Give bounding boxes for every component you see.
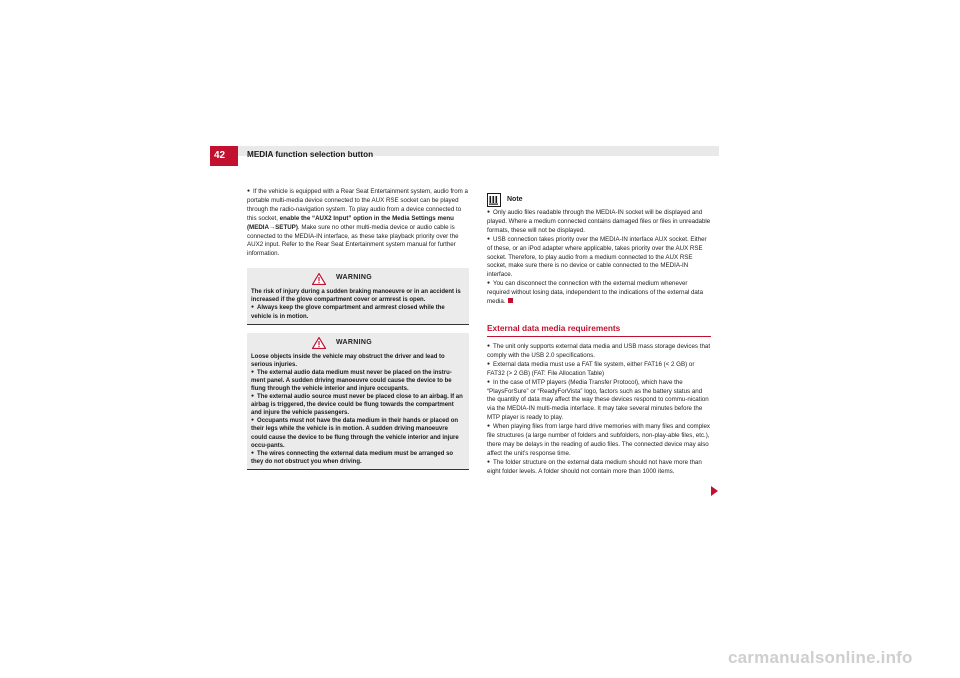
note-title: Note xyxy=(507,195,523,203)
warning-bullet: ● Occupants must not have the data medium in their hands or placed on their legs while the vehicle is in motion. A sudden driving manoeuvre could cause the device to be flung through the vehicle interior and injure occu-pants. xyxy=(251,417,465,449)
intro-paragraph xyxy=(247,188,469,259)
page-number: 42 xyxy=(210,146,238,166)
right-column xyxy=(487,192,711,477)
intro-text-1: If the vehicle is equipped with a Rear Seat Entertainment system, audio from a portable multi-media device connected to the AUX RSE socket can be played through the radio-navigation system. To play audio from a device connected to this socket, xyxy=(247,188,468,222)
requirements-item: ● In the case of MTP players (Media Transfer Protocol), which have the “PlaysForSure” or “ReadyForVista” logo, factors such as the battery status and the quantity of data may affect the way these devices respond to commu-nication via the MEDIA-IN multi-media interface. It may take several minutes before the MTP player is ready to play. xyxy=(487,379,711,424)
requirements-item: ● The folder structure on the external data medium should not have more than eight folder levels. A folder should not contain more than 1000 items. xyxy=(487,459,711,477)
note-item: ● USB connection takes priority over the MEDIA-IN interface AUX socket. Either of these, or an iPod adapter where applicable, takes priority over the AUX RSE socket. Therefore, to play audio from a medium connected to the AUX RSE socket, make sure there is no device or cable connected to the MEDIA-IN interface. xyxy=(487,236,711,281)
warning-bullet: ● The external audio data medium must never be placed on the instru-ment panel. A sudden driving manoeuvre could cause the device to be flung through the vehicle interior and injure occupants. xyxy=(251,369,465,393)
requirements-item: ● The unit only supports external data media and USB mass storage devices that comply with the USB 2.0 specifications. xyxy=(487,343,711,361)
requirements-item: ● External data media must use a FAT file system, either FAT16 (< 2 GB) or FAT32 (> 2 GB) (FAT: File Allocation Table) xyxy=(487,361,711,379)
section-end-icon xyxy=(508,298,513,303)
warning-triangle-icon xyxy=(312,273,326,285)
intro-emphasis: enable the “AUX2 Input” option in the Media Settings menu (MEDIA→SETUP) xyxy=(247,214,454,231)
continue-arrow-icon xyxy=(711,486,718,496)
left-column xyxy=(247,188,469,470)
note-header xyxy=(487,192,711,208)
note-item-text: ● You can disconnect the connection with the external medium whenever required without losing data, independent to the indications of the external data media. xyxy=(487,280,703,305)
warning-text: Loose objects inside the vehicle may obstruct the driver and lead to serious injuries. xyxy=(251,353,445,368)
warning-title: WARNING xyxy=(336,274,372,282)
warning-bullet: ● Always keep the glove compartment and armrest closed while the vehicle is in motion. xyxy=(251,304,465,320)
warning-box-loose-objects xyxy=(247,333,469,470)
warning-box-glove-compartment xyxy=(247,268,469,324)
intro-text-2: . Make sure no other multi-media device or audio cable is connected to the MEDIA-IN interface, as these take playback priority over the AUX2 input. Refer to the Rear Seat Entertainment system manual for further information. xyxy=(247,223,459,258)
watermark: carmanualsonline.info xyxy=(728,648,913,667)
warning-bullet: ● The wires connecting the external data medium must be arranged so they do not obstruct you when driving. xyxy=(251,450,465,466)
warning-triangle-icon xyxy=(312,337,326,349)
warning-text: The risk of injury during a sudden braking manoeuvre or in an accident is increased if the glove compartment cover or armrest is open. xyxy=(251,289,461,304)
note-item: ● Only audio files readable through the MEDIA-IN socket will be displayed and played. Where a medium connected contains damaged files or files in unreadable formats, these will not be displayed. xyxy=(487,209,711,236)
warning-bullet: ● The external audio source must never be placed close to an airbag. If an airbag is triggered, the device could be flung towards the compartment and injure the vehicle passengers. xyxy=(251,393,465,417)
page-title: MEDIA function selection button xyxy=(247,150,374,159)
note-item-last xyxy=(487,280,711,307)
requirements-heading: External data media requirements xyxy=(487,323,711,337)
requirements-item: ● When playing files from large hard drive memories with many files and complex file structures (a large number of folders and subfolders, non-play-able files, etc.), there may be delays in the reading of audio files. The connected device may also affect the unit’s response time. xyxy=(487,423,711,459)
warning-title: WARNING xyxy=(336,338,372,346)
note-icon xyxy=(487,193,501,207)
